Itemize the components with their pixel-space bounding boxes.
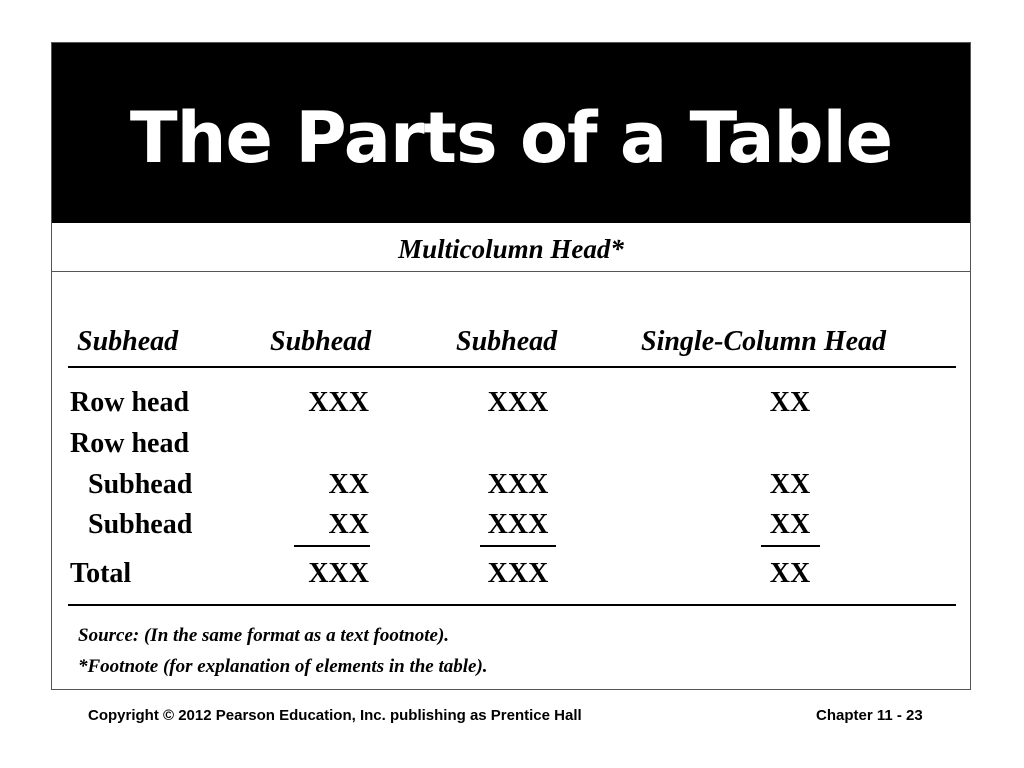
head-rule (68, 366, 956, 368)
explanation-footnote: *Footnote (for explanation of elements in the table). (78, 656, 488, 677)
multicolumn-head: Multicolumn Head* (398, 234, 624, 264)
row-4-col-3: XX (769, 509, 811, 540)
chapter-page-number: Chapter 11 - 23 (816, 707, 923, 724)
slide-title: The Parts of a Table (129, 97, 893, 179)
source-note: Source: (In the same format as a text footnote). (78, 625, 450, 646)
row-1-col-1: XXX (308, 387, 369, 418)
column-head-3: Subhead (456, 326, 558, 357)
title-bar (52, 43, 970, 223)
column-head-2: Subhead (270, 326, 372, 357)
total-col-3: XX (769, 558, 811, 589)
total-col-2: XXX (487, 558, 549, 589)
row-1-col-3: XX (769, 387, 811, 418)
row-subhead-1: Subhead (88, 469, 193, 500)
row-3-col-1: XX (328, 469, 369, 500)
multicolumn-divider (51, 271, 971, 272)
column-head-1: Subhead (77, 326, 179, 357)
row-3-col-3: XX (769, 469, 811, 500)
row-3-col-2: XXX (487, 469, 549, 500)
bottom-rule (68, 604, 956, 606)
row-subhead-2: Subhead (88, 509, 193, 540)
column-head-4: Single-Column Head (641, 326, 887, 357)
subtotal-rule-1 (294, 545, 370, 547)
row-1-col-2: XXX (487, 387, 549, 418)
row-head-1: Row head (70, 387, 190, 418)
row-4-col-1: XX (328, 509, 369, 540)
subtotal-rule-2 (480, 545, 556, 547)
copyright-text: Copyright © 2012 Pearson Education, Inc. publishing as Prentice Hall (88, 707, 582, 724)
row-4-col-2: XXX (487, 509, 549, 540)
total-col-1: XXX (308, 558, 369, 589)
row-total: Total (70, 558, 132, 589)
subtotal-rule-3 (761, 545, 820, 547)
row-head-2: Row head (70, 428, 190, 459)
